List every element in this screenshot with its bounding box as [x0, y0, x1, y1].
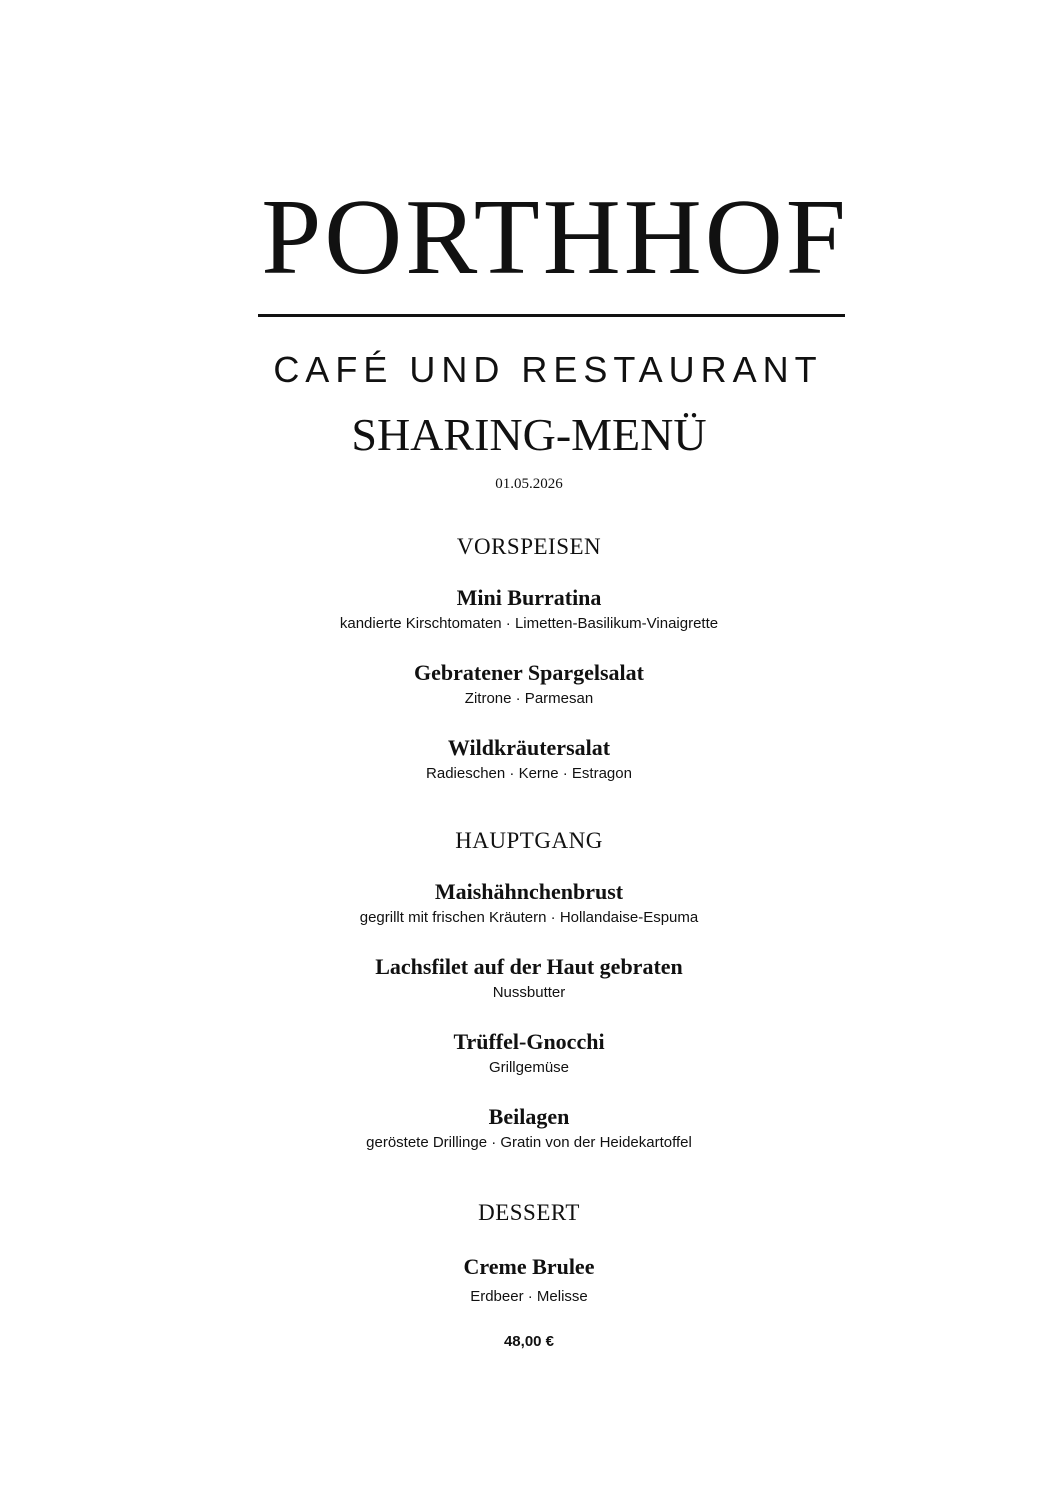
dish-description: Erdbeer · Melisse: [470, 1288, 588, 1305]
dish-name: Maishähnchenbrust: [434, 879, 624, 904]
dish-name: Lachsfilet auf der Haut gebraten: [375, 954, 683, 979]
section-heading-vorspeisen: VORSPEISEN: [456, 534, 602, 559]
dish-name: Creme Brulee: [463, 1254, 595, 1279]
dish-name: Beilagen: [488, 1104, 570, 1129]
dish-name: Trüffel-Gnocchi: [453, 1029, 605, 1054]
header-divider: [258, 314, 845, 317]
section-heading-dessert: DESSERT: [478, 1200, 580, 1225]
restaurant-brand-title: PORTHHOF: [261, 178, 849, 297]
dish-name: Wildkräutersalat: [447, 735, 611, 760]
dish-description: Grillgemüse: [488, 1059, 570, 1076]
menu-date: 01.05.2026: [495, 476, 563, 492]
section-heading-hauptgang: HAUPTGANG: [455, 828, 603, 853]
dish-description: Zitrone · Parmesan: [464, 690, 594, 707]
dish-description: geröstete Drillinge · Gratin von der Heidekartoffel: [366, 1134, 692, 1151]
dish-name: Gebratener Spargelsalat: [414, 660, 644, 685]
dish-description: Nussbutter: [492, 984, 566, 1001]
menu-title: SHARING-MENÜ: [351, 409, 707, 460]
dish-description: kandierte Kirschtomaten · Limetten-Basilikum-Vinaigrette: [339, 615, 719, 632]
dish-description: Radieschen · Kerne · Estragon: [426, 765, 632, 782]
menu-price: 48,00 €: [503, 1333, 555, 1350]
restaurant-subtitle: CAFÉ UND RESTAURANT: [273, 349, 823, 390]
dish-name: Mini Burratina: [456, 585, 602, 610]
dish-description: gegrillt mit frischen Kräutern · Hollandaise-Espuma: [359, 909, 699, 926]
